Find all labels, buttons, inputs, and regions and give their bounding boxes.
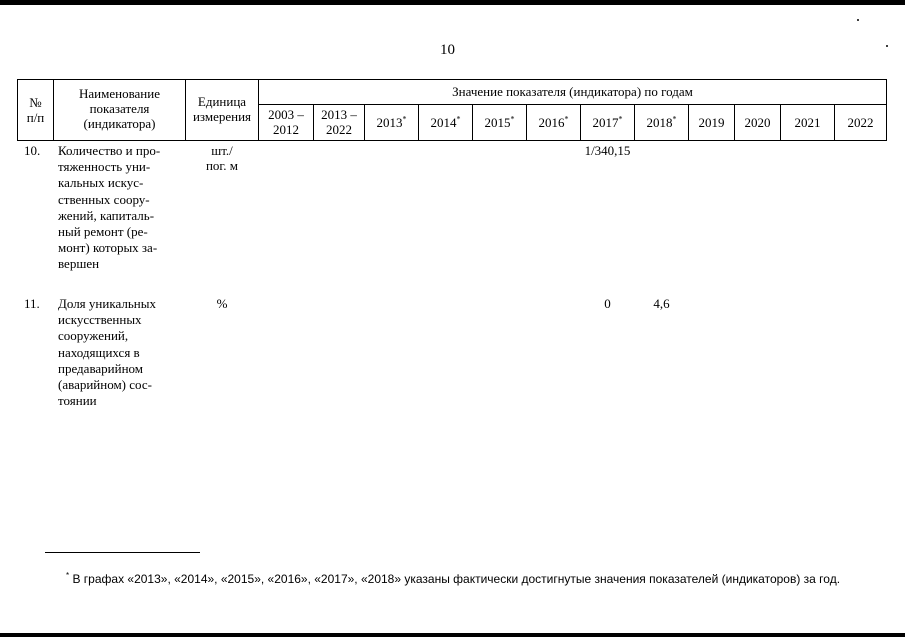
header-year: 2019	[698, 114, 725, 130]
header-year: 2022	[847, 114, 874, 130]
header-year: 2003 – 2012	[268, 107, 304, 137]
header-year: 2016*	[538, 114, 569, 130]
top-border-rule	[0, 0, 905, 5]
asterisk-mark: *	[456, 114, 461, 124]
header-number: № п/п	[26, 95, 45, 125]
page-number: 10	[440, 42, 455, 58]
scan-speck	[857, 19, 859, 21]
asterisk-mark: *	[402, 114, 407, 124]
header-year: 2013*	[376, 114, 407, 130]
header-unit: Единица измерения	[192, 94, 252, 124]
footnote-separator	[45, 552, 200, 553]
asterisk-mark: *	[618, 114, 623, 124]
unit-value: шт./ пог. м	[205, 143, 239, 173]
indicator-name: Доля уникальных искусственных сооружений, находящихся в предаварийном (аварийном) сос- тоянии	[58, 296, 156, 409]
value-2017: 0	[604, 296, 611, 311]
bottom-border-rule	[0, 633, 905, 637]
footnote	[66, 571, 840, 586]
asterisk-mark: *	[672, 114, 677, 124]
row-number: 10.	[24, 143, 41, 158]
value-2017: 1/340,15	[584, 143, 631, 158]
header-values-group: Значение показателя (индикатора) по годам	[452, 84, 693, 99]
indicator-name: Количество и про- тяженность уни- кальных искус- ственных соору- жений, капиталь- ный ремонт (ре- монт) которых за- вершен	[58, 143, 161, 272]
unit-value: %	[216, 296, 228, 311]
header-name: Наименование показателя (индикатора)	[79, 86, 160, 131]
value-2018: 4,6	[653, 296, 670, 311]
scan-speck	[886, 45, 888, 47]
header-year: 2017*	[592, 114, 623, 130]
asterisk-mark: *	[510, 114, 515, 124]
header-year: 2014*	[430, 114, 461, 130]
header-year: 2020	[744, 114, 771, 130]
asterisk-mark: *	[564, 114, 569, 124]
row-number: 11.	[24, 296, 40, 311]
header-year: 2018*	[646, 114, 677, 130]
footnote-text: В графах «2013», «2014», «2015», «2016», «2017», «2018» указаны фактически достигнутые значения показателей (индикаторов) за год.	[72, 572, 841, 586]
header-year: 2015*	[484, 114, 515, 130]
header-year: 2013 – 2022	[321, 107, 357, 137]
footnote-marker: *	[66, 571, 70, 580]
header-year: 2021	[794, 114, 821, 130]
